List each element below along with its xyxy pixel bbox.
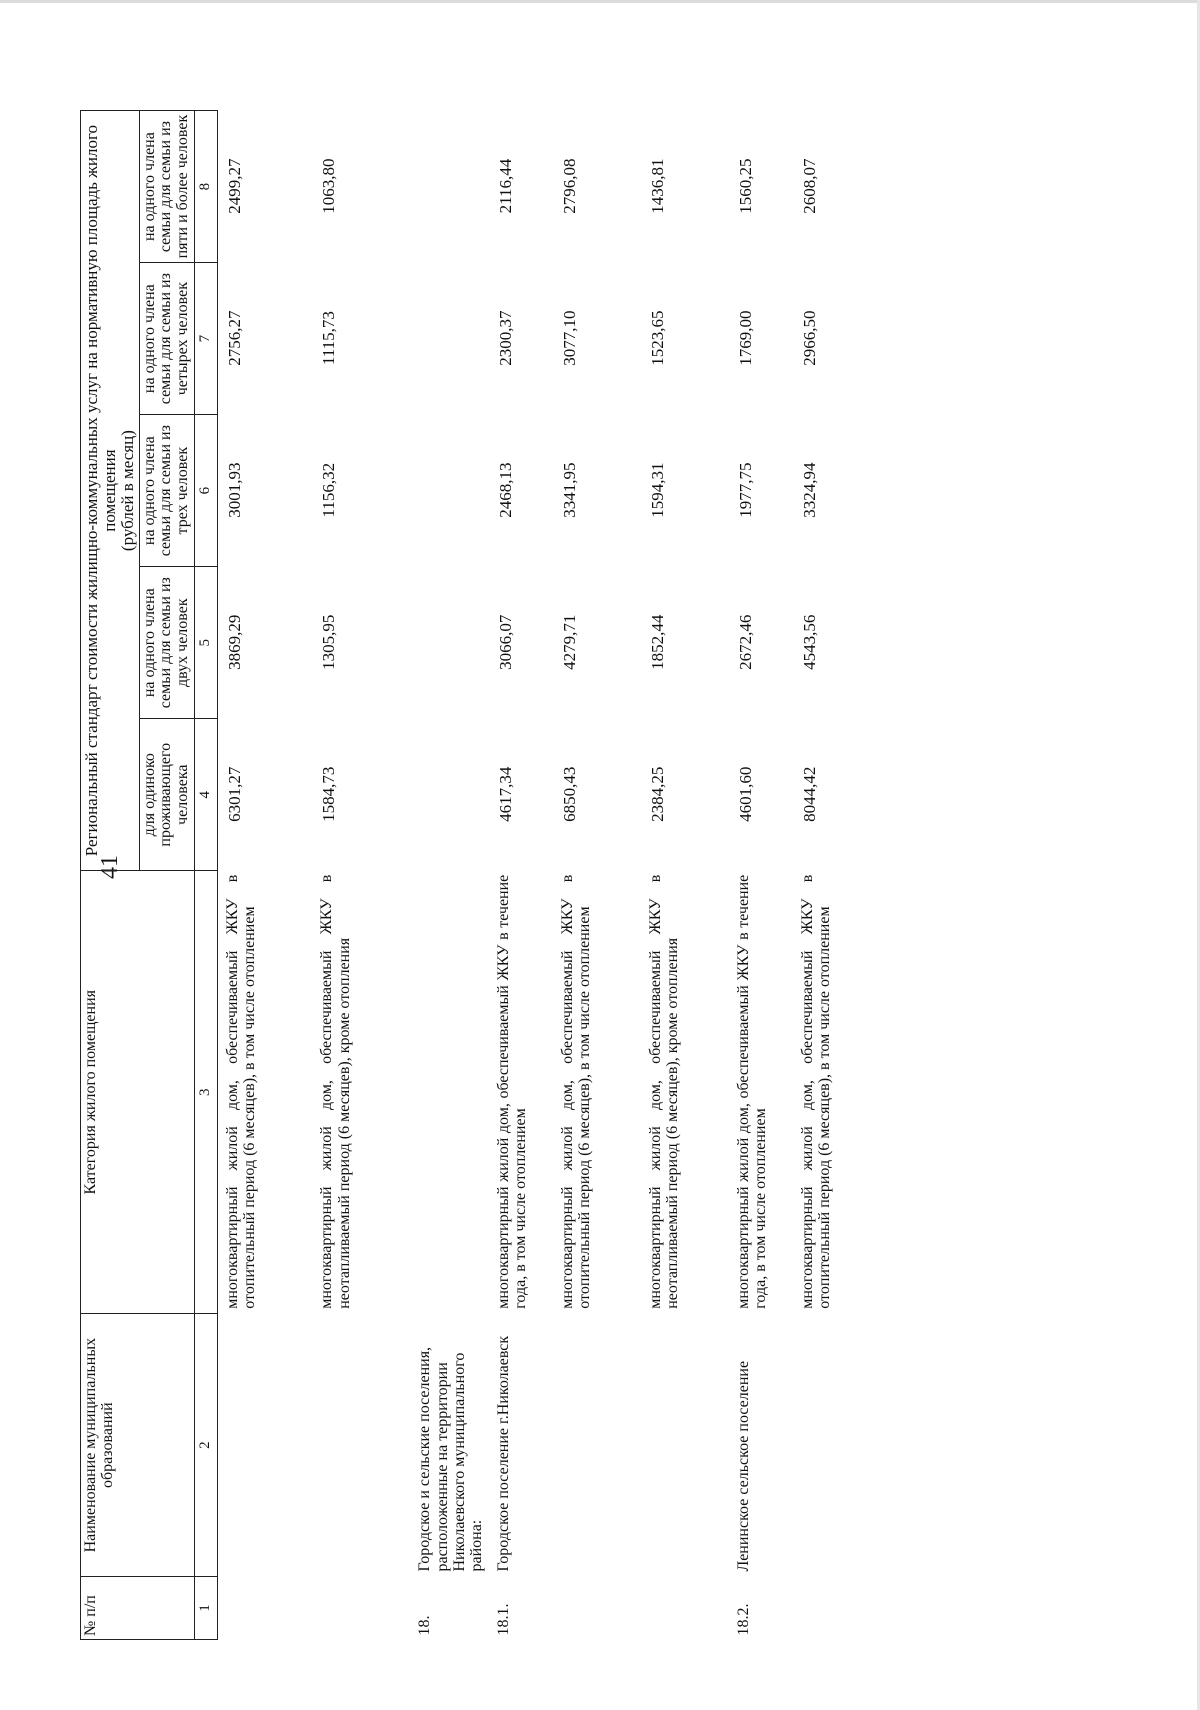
value-three-person: 2468,13	[495, 462, 515, 518]
municipality-name	[793, 1314, 891, 1577]
value-four-person: 2756,27	[224, 310, 244, 366]
value-four-person: 1115,73	[319, 311, 339, 366]
value-four-person: 2300,37	[495, 310, 515, 366]
table-row	[793, 111, 891, 1640]
value-four-person	[410, 263, 488, 415]
value-single: 6301,27	[224, 766, 244, 822]
value-five-plus: 2116,44	[495, 158, 515, 214]
value-five-plus: 2499,27	[224, 158, 244, 214]
municipality-name: Ленинское сельское поселение	[734, 1360, 752, 1572]
value-three-person: 1594,31	[647, 462, 667, 518]
row-number: 18.2.	[734, 1603, 752, 1636]
value-single: 6850,43	[559, 766, 579, 822]
housing-category: многоквартирный жилой дом, обеспечиваемый ЖКУ в отопительный период (6 месяцев), в том числе отоплением	[223, 874, 259, 1309]
header-c8: на одного члена семьи для семьи из пяти и более человек	[139, 111, 194, 263]
table-row	[410, 111, 488, 1640]
housing-category: многоквартирный жилой дом, обеспечиваемый ЖКУ в отопительный период (6 месяцев), в том числе отоплением	[558, 874, 593, 1309]
table-body	[217, 111, 890, 1640]
value-five-plus: 2608,07	[799, 158, 819, 214]
row-number	[312, 1577, 410, 1640]
header-no: № п/п	[81, 1577, 195, 1640]
table-row	[217, 111, 312, 1640]
value-three-person	[410, 415, 488, 567]
header-c7: на одного члена семьи для семьи из четырех человек	[139, 263, 194, 415]
value-single: 4617,34	[495, 766, 515, 822]
header-category: Категория жилого помещения	[81, 871, 195, 1314]
row-number	[793, 1577, 891, 1640]
value-four-person: 3077,10	[559, 310, 579, 366]
row-number	[641, 1577, 729, 1640]
value-three-person: 3341,95	[559, 462, 579, 518]
col-number: 1	[194, 1577, 217, 1640]
value-four-person: 1523,65	[647, 310, 667, 366]
value-two-person: 3869,29	[224, 614, 244, 670]
header-group-unit: (рублей в месяц)	[117, 430, 137, 552]
value-two-person: 3066,07	[495, 614, 515, 670]
housing-category: многоквартирный жилой дом, обеспечиваемый ЖКУ в неотапливаемый период (6 месяцев), кроме отопления	[318, 874, 353, 1309]
value-two-person: 4279,71	[559, 614, 579, 670]
col-number: 7	[194, 263, 217, 415]
table-row	[489, 111, 553, 1640]
housing-category	[410, 871, 488, 1314]
value-five-plus: 1063,80	[319, 158, 339, 214]
value-five-plus: 1436,81	[647, 158, 667, 214]
table-row	[312, 111, 410, 1640]
header-c6: на одного члена семьи для семьи из трех человек	[139, 415, 194, 567]
row-number	[217, 1577, 312, 1640]
housing-cost-table	[80, 110, 891, 1640]
page-number: 41	[97, 855, 123, 879]
header-name: Наименование муниципальных образований	[81, 1314, 195, 1577]
value-two-person: 4543,56	[799, 614, 819, 670]
col-number: 8	[194, 111, 217, 263]
table-row	[729, 111, 793, 1640]
col-number: 3	[194, 871, 217, 1314]
page-edge	[0, 0, 1200, 3]
value-four-person: 1769,00	[735, 310, 755, 366]
value-single: 1584,73	[319, 766, 339, 822]
col-number: 5	[194, 567, 217, 719]
housing-category: многоквартирный жилой дом, обеспечиваемый ЖКУ в отопительный период (6 месяцев), в том числе отоплением	[798, 874, 833, 1309]
row-number	[553, 1577, 641, 1640]
housing-category: многоквартирный жилой дом, обеспечиваемый ЖКУ в течение года, в том числе отоплением	[734, 874, 769, 1309]
row-number: 18.	[416, 1615, 434, 1636]
housing-category: многоквартирный жилой дом, обеспечиваемый ЖКУ в течение года, в том числе отоплением	[494, 874, 529, 1309]
header-c5: на одного члена семьи для семьи из двух человек	[139, 567, 194, 719]
header-group-title: Региональный стандарт стоимости жилищно-коммунальных услуг на нормативную площадь жилого помещения	[82, 124, 119, 857]
housing-category: многоквартирный жилой дом, обеспечиваемый ЖКУ в неотапливаемый период (6 месяцев), кроме отопления	[646, 874, 681, 1309]
value-five-plus: 1560,25	[735, 158, 755, 214]
value-three-person: 1977,75	[735, 462, 755, 518]
header-group	[81, 111, 140, 871]
value-two-person: 1305,95	[319, 614, 339, 670]
value-four-person: 2966,50	[799, 310, 819, 366]
value-three-person: 3001,93	[224, 462, 244, 518]
table-row	[641, 111, 729, 1640]
col-number: 6	[194, 415, 217, 567]
municipality-name: Городское и сельские поселения, расположенные на территории Николаевского муниципального района:	[416, 1346, 485, 1572]
value-five-plus	[410, 111, 488, 263]
row-number: 18.1.	[494, 1603, 512, 1636]
header-c4: для одиноко проживающего человека	[139, 719, 194, 871]
municipality-name: Городское поселение г.Николаевск	[494, 1335, 512, 1572]
value-three-person: 1156,32	[319, 462, 339, 518]
table-row	[553, 111, 641, 1640]
municipality-name	[312, 1314, 410, 1577]
col-number: 4	[194, 719, 217, 871]
value-two-person: 1852,44	[647, 614, 667, 670]
col-number: 2	[194, 1314, 217, 1577]
rotated-page	[80, 85, 1120, 1645]
value-single: 4601,60	[735, 766, 755, 822]
municipality-name	[641, 1314, 729, 1577]
municipality-name	[553, 1314, 641, 1577]
value-two-person	[410, 567, 488, 719]
value-two-person: 2672,46	[735, 614, 755, 670]
value-single: 2384,25	[647, 766, 667, 822]
value-five-plus: 2796,08	[559, 158, 579, 214]
value-single	[410, 719, 488, 871]
municipality-name	[217, 1314, 312, 1577]
value-single: 8044,42	[799, 766, 819, 822]
value-three-person: 3324,94	[799, 462, 819, 518]
